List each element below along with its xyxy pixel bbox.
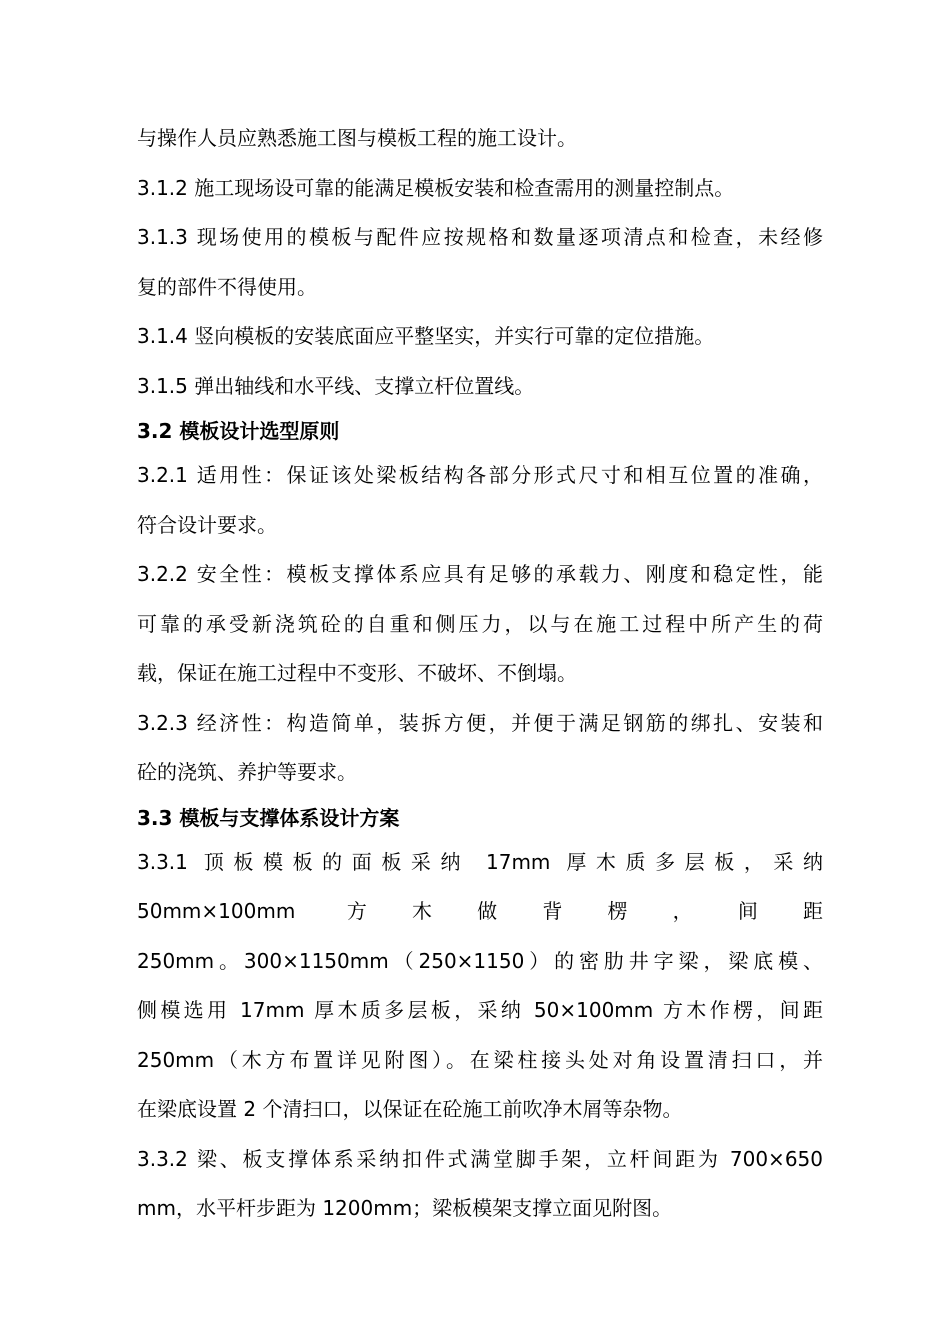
text-line: 可靠的承受新浇筑砼的自重和侧压力，以与在施工过程中所产生的荷 [137, 611, 823, 636]
text-line: 3.2.1 适用性：保证该处梁板结构各部分形式尺寸和相互位置的准确， [137, 463, 823, 487]
text-line: 载，保证在施工过程中不变形、不破坏、不倒塌。 [137, 661, 577, 685]
text-line: 50mm×100mm 方木做背楞，间距 [137, 899, 823, 923]
text-line: 3.1.5 弹出轴线和水平线、支撑立杆位置线。 [137, 373, 535, 398]
text-line: 250mm（木方布置详见附图）。在梁柱接头处对角设置清扫口，并 [137, 1047, 823, 1072]
text-line: 3.1.4 竖向模板的安装底面应平整坚实，并实行可靠的定位措施。 [137, 324, 715, 348]
text-line: 砼的浇筑、养护等要求。 [137, 760, 357, 784]
text-line: 符合设计要求。 [137, 512, 277, 537]
text-line: 3.3.2 梁、板支撑体系采纳扣件式满堂脚手架，立杆间距为 700×650 [137, 1146, 823, 1171]
section-heading: 3.2 模板设计选型原则 [137, 419, 340, 443]
text-line: 与操作人员应熟悉施工图与模板工程的施工设计。 [137, 126, 577, 150]
text-line: 侧模选用 17mm 厚木质多层板，采纳 50×100mm 方木作楞，间距 [137, 998, 823, 1022]
text-line: 3.1.3 现场使用的模板与配件应按规格和数量逐项清点和检查，未经修 [137, 225, 823, 249]
document-body [137, 112, 823, 1234]
text-line: 3.2.2 安全性：模板支撑体系应具有足够的承载力、刚度和稳定性，能 [137, 562, 823, 586]
section-heading: 3.3 模板与支撑体系设计方案 [137, 805, 400, 830]
text-line: 3.2.3 经济性：构造简单，装拆方便，并便于满足钢筋的绑扎、安装和 [137, 710, 823, 735]
text-line: 复的部件不得使用。 [137, 274, 317, 299]
text-line: 在梁底设置 2 个清扫口，以保证在砼施工前吹净木屑等杂物。 [137, 1097, 683, 1121]
text-line: 3.1.2 施工现场设可靠的能满足模板安装和检查需用的测量控制点。 [137, 175, 735, 200]
text-line: 250mm。300×1150mm（250×1150）的密肋井字梁，梁底模、 [137, 948, 823, 973]
text-line: mm，水平杆步距为 1200mm；梁板模架支撑立面见附图。 [137, 1196, 673, 1220]
text-line: 3.3.1 顶板模板的面板采纳 17mm 厚木质多层板，采纳 [137, 849, 823, 874]
